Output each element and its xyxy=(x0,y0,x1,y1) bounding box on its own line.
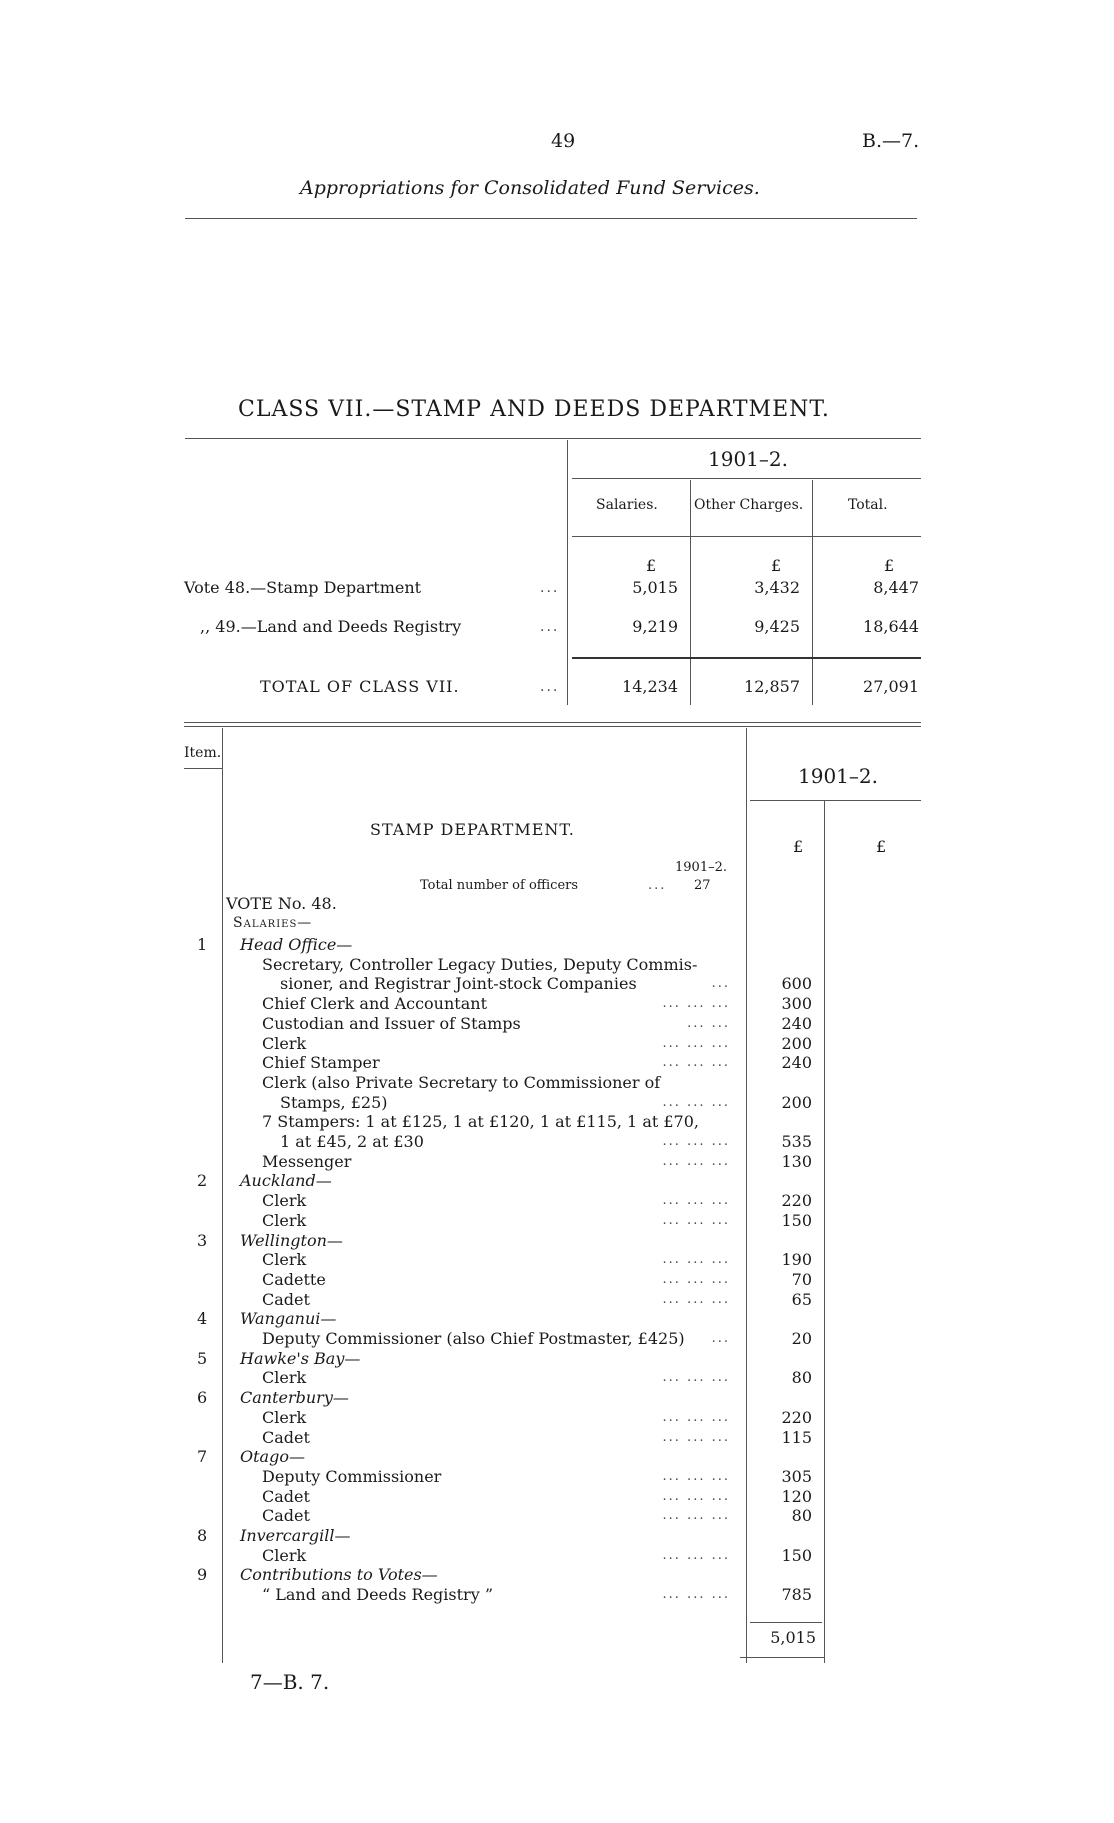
leader-dots: ... xyxy=(711,976,730,991)
leader-dots: ... ... ... xyxy=(662,1252,730,1267)
line-amount: 190 xyxy=(781,1250,812,1269)
department-title: STAMP DEPARTMENT. xyxy=(370,820,575,839)
location-heading: Auckland— xyxy=(240,1171,332,1190)
summary-year-rule xyxy=(572,478,921,479)
leader-dots: ... ... ... xyxy=(662,1055,730,1070)
line-description: Deputy Commissioner xyxy=(262,1467,442,1486)
leader-dots: ... ... ... xyxy=(662,1489,730,1504)
line-amount: 65 xyxy=(791,1290,812,1309)
officers-dots: ... xyxy=(648,878,667,893)
leader-dots: ... ... ... xyxy=(662,1036,730,1051)
item-number: 2 xyxy=(197,1171,208,1190)
summary-row-salaries: 9,219 xyxy=(632,617,678,636)
line-description: Cadet xyxy=(262,1506,310,1525)
leader-dots: ... ... ... xyxy=(662,1430,730,1445)
item-number: 4 xyxy=(197,1309,208,1328)
line-amount: 220 xyxy=(781,1191,812,1210)
leader-dots: ... ... xyxy=(687,1016,730,1031)
location-heading: Head Office— xyxy=(240,935,353,954)
leader-dots: ... ... ... xyxy=(662,1292,730,1307)
line-amount: 80 xyxy=(791,1506,812,1525)
line-description: Clerk xyxy=(262,1191,307,1210)
line-description: Clerk xyxy=(262,1250,307,1269)
line-description: Clerk xyxy=(262,1546,307,1565)
line-description: Clerk xyxy=(262,1408,307,1427)
line-amount: 305 xyxy=(781,1467,812,1486)
summary-col-divider-2 xyxy=(812,480,813,705)
location-heading: Wellington— xyxy=(240,1231,343,1250)
summary-row-total: 18,644 xyxy=(863,617,919,636)
summary-year: 1901–2. xyxy=(708,447,788,471)
officers-count: 27 xyxy=(694,878,711,893)
leader-dots: ... ... ... xyxy=(662,1587,730,1602)
line-amount: 115 xyxy=(781,1428,812,1447)
subtotal-rule xyxy=(750,1622,822,1623)
currency-symbol: £ xyxy=(771,556,782,575)
leader-dots: ... ... ... xyxy=(662,1548,730,1563)
salaries-heading: Salaries— xyxy=(233,915,313,931)
subtotal-bottom-rule xyxy=(740,1657,824,1658)
summary-total-dots: ... xyxy=(540,679,560,695)
summary-row-total: 8,447 xyxy=(873,578,919,597)
line-description: Custodian and Issuer of Stamps xyxy=(262,1014,521,1033)
item-number: 1 xyxy=(197,935,208,954)
leader-dots: ... ... ... xyxy=(662,1272,730,1287)
footer-signature: 7—B. 7. xyxy=(250,1670,330,1694)
line-amount: 20 xyxy=(791,1329,812,1348)
line-amount: 80 xyxy=(791,1368,812,1387)
currency-symbol: £ xyxy=(793,837,804,856)
item-column-divider xyxy=(222,728,223,1663)
summary-row-dots: ... xyxy=(540,580,560,596)
detail-year-header: 1901–2. xyxy=(798,764,878,788)
line-description: Chief Stamper xyxy=(262,1053,380,1072)
leader-dots: ... ... ... xyxy=(662,1410,730,1425)
line-amount: 150 xyxy=(781,1211,812,1230)
line-amount: 240 xyxy=(781,1053,812,1072)
line-amount: 600 xyxy=(781,974,812,993)
line-description: Clerk xyxy=(262,1034,307,1053)
line-description: Clerk (also Private Secretary to Commissioner of xyxy=(262,1073,661,1092)
item-number: 6 xyxy=(197,1388,208,1407)
summary-col-salaries: Salaries. xyxy=(596,497,658,513)
leader-dots: ... ... ... xyxy=(662,1193,730,1208)
line-description: “ Land and Deeds Registry ” xyxy=(262,1585,494,1604)
line-description: Chief Clerk and Accountant xyxy=(262,994,487,1013)
amount-column-divider-2 xyxy=(824,800,825,1663)
line-amount: 300 xyxy=(781,994,812,1013)
summary-row-salaries: 5,015 xyxy=(632,578,678,597)
summary-total-rule xyxy=(572,657,921,659)
summary-row-label: ,, 49.—Land and Deeds Registry xyxy=(200,617,462,636)
line-description: Deputy Commissioner (also Chief Postmaster, £425) xyxy=(262,1329,685,1348)
summary-label-divider xyxy=(567,440,568,705)
line-amount: 70 xyxy=(791,1270,812,1289)
line-description: Cadet xyxy=(262,1428,310,1447)
line-description: Secretary, Controller Legacy Duties, Deputy Commis- xyxy=(262,955,698,974)
line-amount: 130 xyxy=(781,1152,812,1171)
summary-col-total: Total. xyxy=(848,497,888,513)
leader-dots: ... ... ... xyxy=(662,1508,730,1523)
summary-col-divider-1 xyxy=(690,480,691,705)
item-header-rule xyxy=(184,768,222,769)
detail-top-rule-2 xyxy=(184,726,921,727)
detail-year-rule xyxy=(750,800,921,801)
leader-dots: ... ... ... xyxy=(662,1095,730,1110)
class-title: CLASS VII.—STAMP AND DEEDS DEPARTMENT. xyxy=(238,397,830,422)
line-description: Cadette xyxy=(262,1270,326,1289)
line-description: 1 at £45, 2 at £30 xyxy=(280,1132,424,1151)
summary-total-other: 12,857 xyxy=(744,677,800,696)
page-number: 49 xyxy=(551,130,576,152)
line-description: Clerk xyxy=(262,1211,307,1230)
line-description: Messenger xyxy=(262,1152,352,1171)
line-description: Cadet xyxy=(262,1487,310,1506)
line-amount: 240 xyxy=(781,1014,812,1033)
summary-total-salaries: 14,234 xyxy=(622,677,678,696)
item-number: 3 xyxy=(197,1231,208,1250)
officers-label: Total number of officers xyxy=(420,878,579,893)
summary-top-rule xyxy=(185,438,921,439)
item-number: 9 xyxy=(197,1565,208,1584)
summary-header-rule xyxy=(572,536,921,537)
location-heading: Wanganui— xyxy=(240,1309,337,1328)
header-rule xyxy=(185,218,917,219)
line-amount: 785 xyxy=(781,1585,812,1604)
leader-dots: ... ... ... xyxy=(662,1213,730,1228)
leader-dots: ... ... ... xyxy=(662,996,730,1011)
leader-dots: ... ... ... xyxy=(662,1469,730,1484)
detail-top-rule xyxy=(184,722,921,723)
item-header: Item. xyxy=(184,745,222,761)
line-amount: 200 xyxy=(781,1093,812,1112)
officers-year: 1901–2. xyxy=(675,860,727,875)
leader-dots: ... ... ... xyxy=(662,1370,730,1385)
location-heading: Contributions to Votes— xyxy=(240,1565,438,1584)
item-number: 5 xyxy=(197,1349,208,1368)
line-amount: 120 xyxy=(781,1487,812,1506)
line-amount: 150 xyxy=(781,1546,812,1565)
location-heading: Otago— xyxy=(240,1447,305,1466)
line-description: sioner, and Registrar Joint-stock Companies xyxy=(280,974,637,993)
line-amount: 535 xyxy=(781,1132,812,1151)
subtotal-amount: 5,015 xyxy=(770,1628,816,1647)
leader-dots: ... xyxy=(711,1331,730,1346)
line-description: Stamps, £25) xyxy=(280,1093,388,1112)
line-amount: 200 xyxy=(781,1034,812,1053)
summary-row-label: Vote 48.—Stamp Department xyxy=(184,578,422,597)
location-heading: Invercargill— xyxy=(240,1526,351,1545)
location-heading: Hawke's Bay— xyxy=(240,1349,361,1368)
leader-dots: ... ... ... xyxy=(662,1134,730,1149)
summary-row-other: 9,425 xyxy=(754,617,800,636)
line-description: Cadet xyxy=(262,1290,310,1309)
summary-row-dots: ... xyxy=(540,619,560,635)
summary-total-total: 27,091 xyxy=(863,677,919,696)
currency-symbol: £ xyxy=(884,556,895,575)
summary-total-label: TOTAL OF CLASS VII. xyxy=(260,677,460,696)
summary-col-other-charges: Other Charges. xyxy=(694,497,804,513)
leader-dots: ... ... ... xyxy=(662,1154,730,1169)
document-reference: B.—7. xyxy=(862,130,920,152)
item-number: 8 xyxy=(197,1526,208,1545)
item-number: 7 xyxy=(197,1447,208,1466)
vote-number: VOTE No. 48. xyxy=(226,894,337,913)
running-title: Appropriations for Consolidated Fund Services. xyxy=(300,177,760,199)
summary-row-other: 3,432 xyxy=(754,578,800,597)
currency-symbol: £ xyxy=(876,837,887,856)
amount-column-divider xyxy=(746,728,747,1663)
location-heading: Canterbury— xyxy=(240,1388,349,1407)
currency-symbol: £ xyxy=(646,556,657,575)
line-description: 7 Stampers: 1 at £125, 1 at £120, 1 at £115, 1 at £70, xyxy=(262,1112,699,1131)
line-description: Clerk xyxy=(262,1368,307,1387)
line-amount: 220 xyxy=(781,1408,812,1427)
